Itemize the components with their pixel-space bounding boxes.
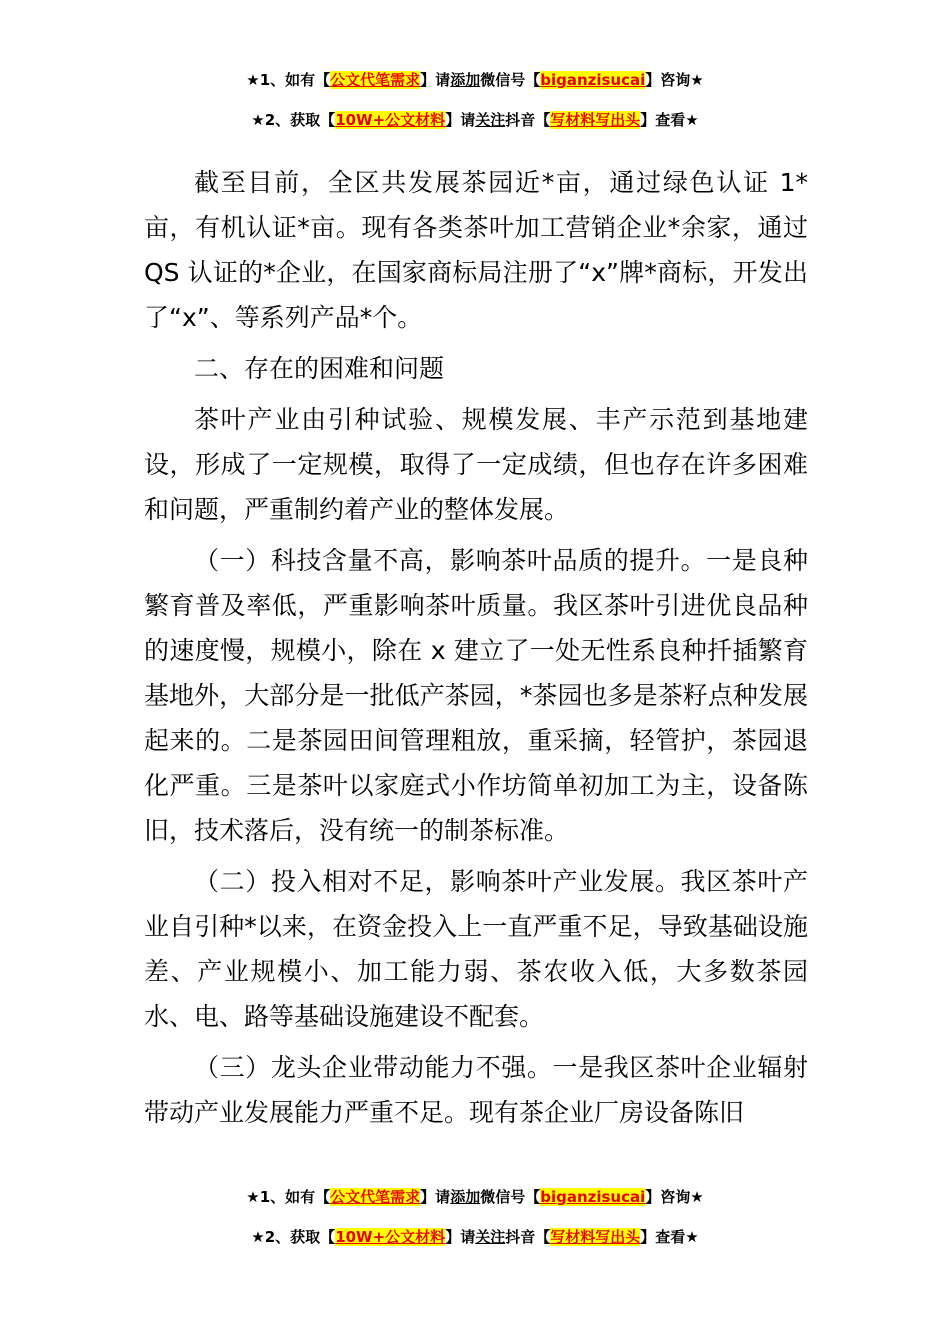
banner-text: 2、获取【	[264, 1228, 336, 1246]
highlight-douyin-id: 写材料写出头	[550, 1228, 641, 1246]
paragraph-overview: 茶叶产业由引种试验、规模发展、丰产示范到基地建设，形成了一定规模，取得了一定成绩，但也存在许多困难和问题，严重制约着产业的整体发展。	[144, 405, 808, 524]
underline-add: 添加	[450, 71, 481, 89]
underline-follow: 关注	[475, 111, 506, 129]
paragraph-point-2: （二）投入相对不足，影响茶叶产业发展。我区茶叶产业自引种*以来，在资金投入上一直严重不足，导致基础设施差、产业规模小、加工能力弱、茶农收入低，大多数茶园水、电、路等基础设施建设不配套。	[144, 867, 808, 1031]
banner-text: 】查看★	[640, 1228, 699, 1246]
highlight-materials: 10W+公文材料	[335, 111, 446, 129]
banner-text: 2、获取【	[264, 111, 336, 129]
paragraph-point-3: （三）龙头企业带动能力不强。一是我区茶叶企业辐射带动产业发展能力严重不足。现有茶企业厂房设备陈旧	[144, 1053, 808, 1127]
footer-banner-line-1	[0, 1187, 950, 1207]
highlight-materials: 10W+公文材料	[335, 1228, 446, 1246]
footer-banner-line-2	[0, 1227, 950, 1247]
banner-text: 1、如有【	[259, 71, 331, 89]
banner-text: 】请	[420, 1188, 451, 1206]
highlight-wechat-id: biganzisucai	[540, 71, 646, 89]
banner-text: 微信号【	[480, 1188, 541, 1206]
star-icon: ★	[251, 111, 265, 129]
underline-add: 添加	[450, 1188, 481, 1206]
banner-text: 抖音【	[505, 111, 551, 129]
banner-text: 微信号【	[480, 71, 541, 89]
underline-follow: 关注	[475, 1228, 506, 1246]
section-heading-problems: 二、存在的困难和问题	[194, 354, 445, 383]
star-icon: ★	[251, 1228, 265, 1246]
highlight-wechat-id: biganzisucai	[540, 1188, 646, 1206]
banner-text: 】请	[420, 71, 451, 89]
header-banner-line-2	[0, 110, 950, 130]
paragraph-point-1: （一）科技含量不高，影响茶叶品质的提升。一是良种繁育普及率低，严重影响茶叶质量。我区茶叶引进优良品种的速度慢，规模小，除在 x 建立了一处无性系良种扦插繁育基地外，大部分是一批低产茶园，*茶园也多是茶籽点种发展起来的。二是茶园田间管理粗放，重采摘，轻管护，茶园退化严重。三是茶叶以家庭式小作坊简单初加工为主，设备陈旧，技术落后，没有统一的制茶标准。	[144, 546, 808, 845]
highlight-douyin-id: 写材料写出头	[550, 111, 641, 129]
banner-text: 抖音【	[505, 1228, 551, 1246]
banner-text: 1、如有【	[259, 1188, 331, 1206]
banner-text: 】咨询★	[645, 71, 704, 89]
star-icon: ★	[246, 71, 260, 89]
highlight-service: 公文代笔需求	[330, 1188, 421, 1206]
banner-text: 】咨询★	[645, 1188, 704, 1206]
paragraph-progress: 截至目前，全区共发展茶园近*亩，通过绿色认证 1*亩，有机认证*亩。现有各类茶叶加工营销企业*余家，通过 QS 认证的*企业，在国家商标局注册了“x”牌*商标，开发出了“x”、等系列产品*个。	[144, 168, 808, 332]
highlight-service: 公文代笔需求	[330, 71, 421, 89]
banner-text: 】请	[445, 111, 476, 129]
banner-text: 】查看★	[640, 111, 699, 129]
document-body	[144, 160, 808, 1141]
header-banner-line-1	[0, 70, 950, 90]
banner-text: 】请	[445, 1228, 476, 1246]
star-icon: ★	[246, 1188, 260, 1206]
